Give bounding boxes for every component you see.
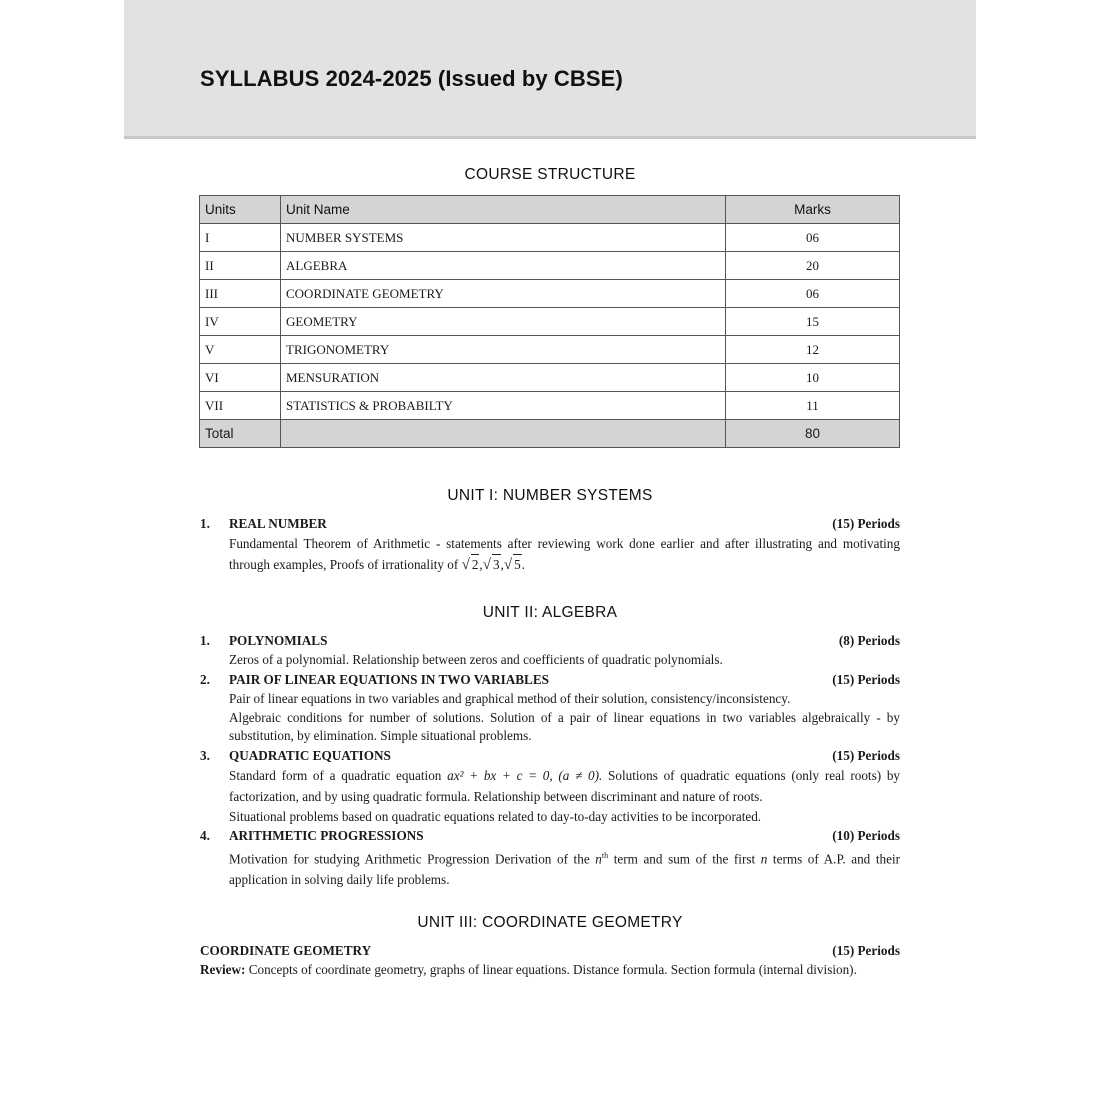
item-description-2: Situational problems based on quadratic equations related to day-to-day activities to be incorporated. bbox=[229, 809, 762, 824]
page-title: SYLLABUS 2024-2025 (Issued by CBSE) bbox=[200, 66, 623, 91]
description-text: Motivation for studying Arithmetic Progression Derivation of the bbox=[229, 851, 590, 867]
item-description bbox=[229, 765, 900, 807]
unit-cell: VI bbox=[200, 364, 281, 392]
nth-symbol: n bbox=[595, 851, 602, 867]
item-number: 2. bbox=[200, 672, 210, 687]
unit3-item-coordinate-geometry bbox=[200, 941, 900, 981]
unit-cell: IV bbox=[200, 308, 281, 336]
total-empty-cell bbox=[281, 420, 726, 448]
unit-cell: V bbox=[200, 336, 281, 364]
table-total-row bbox=[200, 420, 900, 448]
unit-name-cell: COORDINATE GEOMETRY bbox=[281, 280, 726, 308]
quadratic-equation: ax² + bx + c = 0, (a ≠ 0). bbox=[447, 768, 603, 783]
sqrt-symbol: √ bbox=[503, 556, 513, 573]
marks-cell: 20 bbox=[726, 252, 900, 280]
item-title: ARITHMETIC PROGRESSIONS bbox=[229, 828, 424, 843]
unit-name-cell: STATISTICS & PROBABILTY bbox=[281, 392, 726, 420]
unit-name-cell: ALGEBRA bbox=[281, 252, 726, 280]
item-title: COORDINATE GEOMETRY bbox=[200, 943, 372, 958]
description-text: term and sum of the first bbox=[613, 851, 756, 867]
item-number: 3. bbox=[200, 748, 210, 763]
marks-cell: 06 bbox=[726, 280, 900, 308]
unit-name-cell: GEOMETRY bbox=[281, 308, 726, 336]
sqrt-radicand: 3 bbox=[492, 554, 501, 575]
review-text: Concepts of coordinate geometry, graphs of linear equations. Distance formula. Section formula (internal division). bbox=[248, 962, 857, 977]
sqrt-radicand: 5 bbox=[513, 554, 522, 575]
unit-cell: VII bbox=[200, 392, 281, 420]
item-title: QUADRATIC EQUATIONS bbox=[229, 748, 391, 763]
unit2-item-linear-equations bbox=[200, 670, 900, 748]
sqrt-radicand: 2 bbox=[471, 554, 480, 575]
item-description: Fundamental Theorem of Arithmetic - statements after reviewing work done earlier and after illustrating and motivating through examples, Proofs of irrationality of √ 2,√ 3,√ 5. bbox=[229, 536, 900, 573]
item-title: PAIR OF LINEAR EQUATIONS IN TWO VARIABLES bbox=[229, 672, 549, 687]
unit1-item-real-number bbox=[200, 514, 900, 578]
unit1-heading: UNIT I: NUMBER SYSTEMS bbox=[447, 487, 653, 504]
unit-cell: III bbox=[200, 280, 281, 308]
item-number: 4. bbox=[200, 828, 210, 843]
item-periods: (15) Periods bbox=[832, 748, 900, 763]
table-row bbox=[200, 224, 900, 252]
unit3-heading: UNIT III: COORDINATE GEOMETRY bbox=[417, 914, 683, 931]
sqrt-symbol: √ bbox=[482, 556, 491, 573]
item-periods: (15) Periods bbox=[832, 516, 900, 531]
unit2-item-ap bbox=[200, 826, 900, 886]
table-row bbox=[200, 252, 900, 280]
total-marks: 80 bbox=[726, 420, 900, 448]
unit2-heading: UNIT II: ALGEBRA bbox=[482, 604, 618, 621]
item-description bbox=[229, 845, 900, 890]
item-periods: (15) Periods bbox=[832, 943, 900, 958]
item-description: Pair of linear equations in two variables and graphical method of their solution, consistency/inconsistency. bbox=[229, 691, 791, 706]
syllabus-page bbox=[124, 0, 976, 1100]
item-number: 1. bbox=[200, 633, 210, 648]
unit2-item-quadratic bbox=[200, 746, 900, 826]
column-header-units: Units bbox=[200, 196, 281, 224]
item-title: POLYNOMIALS bbox=[229, 633, 328, 648]
item-periods: (10) Periods bbox=[832, 828, 900, 843]
column-header-unit-name: Unit Name bbox=[281, 196, 726, 224]
description-text: Solutions of quadratic equations (only real roots) by factorization, and by using quadratic formula. Relationship between discriminant and nature of roots. bbox=[229, 768, 901, 804]
sqrt-symbol: √ bbox=[461, 556, 470, 573]
item-number: 1. bbox=[200, 516, 210, 531]
review-label: Review: bbox=[200, 962, 246, 977]
item-description: Zeros of a polynomial. Relationship between zeros and coefficients of quadratic polynomials. bbox=[229, 652, 723, 667]
marks-cell: 15 bbox=[726, 308, 900, 336]
header-band bbox=[124, 0, 976, 139]
marks-cell: 11 bbox=[726, 392, 900, 420]
table-header-row bbox=[200, 196, 900, 224]
unit-cell: II bbox=[200, 252, 281, 280]
table-row bbox=[200, 392, 900, 420]
item-description-2: Algebraic conditions for number of solutions. Solution of a pair of linear equations in two variables algebraically - by substitution, by elimination. Simple situational problems. bbox=[229, 710, 900, 743]
marks-cell: 12 bbox=[726, 336, 900, 364]
table-row bbox=[200, 364, 900, 392]
table-row bbox=[200, 336, 900, 364]
item-description bbox=[200, 960, 900, 980]
course-structure-heading: COURSE STRUCTURE bbox=[464, 166, 636, 183]
description-text: Fundamental Theorem of Arithmetic - statements after reviewing work done earlier and after illustrating and motivating through examples, Proofs of irrationality of bbox=[229, 536, 900, 572]
unit-name-cell: NUMBER SYSTEMS bbox=[281, 224, 726, 252]
total-label: Total bbox=[200, 420, 281, 448]
table-row bbox=[200, 308, 900, 336]
table-row bbox=[200, 280, 900, 308]
column-header-marks: Marks bbox=[726, 196, 900, 224]
item-title: REAL NUMBER bbox=[229, 516, 327, 531]
course-structure-table bbox=[199, 195, 900, 448]
unit-name-cell: MENSURATION bbox=[281, 364, 726, 392]
marks-cell: 10 bbox=[726, 364, 900, 392]
th-superscript: th bbox=[601, 851, 609, 860]
item-periods: (8) Periods bbox=[838, 633, 900, 648]
unit2-item-polynomials bbox=[200, 631, 900, 671]
unit-name-cell: TRIGONOMETRY bbox=[281, 336, 726, 364]
marks-cell: 06 bbox=[726, 224, 900, 252]
n-symbol: n bbox=[760, 851, 768, 867]
description-text: terms of A.P. and their application in solving daily life problems. bbox=[229, 851, 901, 888]
description-text: Standard form of a quadratic equation bbox=[229, 768, 442, 783]
unit-cell: I bbox=[200, 224, 281, 252]
item-periods: (15) Periods bbox=[832, 672, 900, 687]
